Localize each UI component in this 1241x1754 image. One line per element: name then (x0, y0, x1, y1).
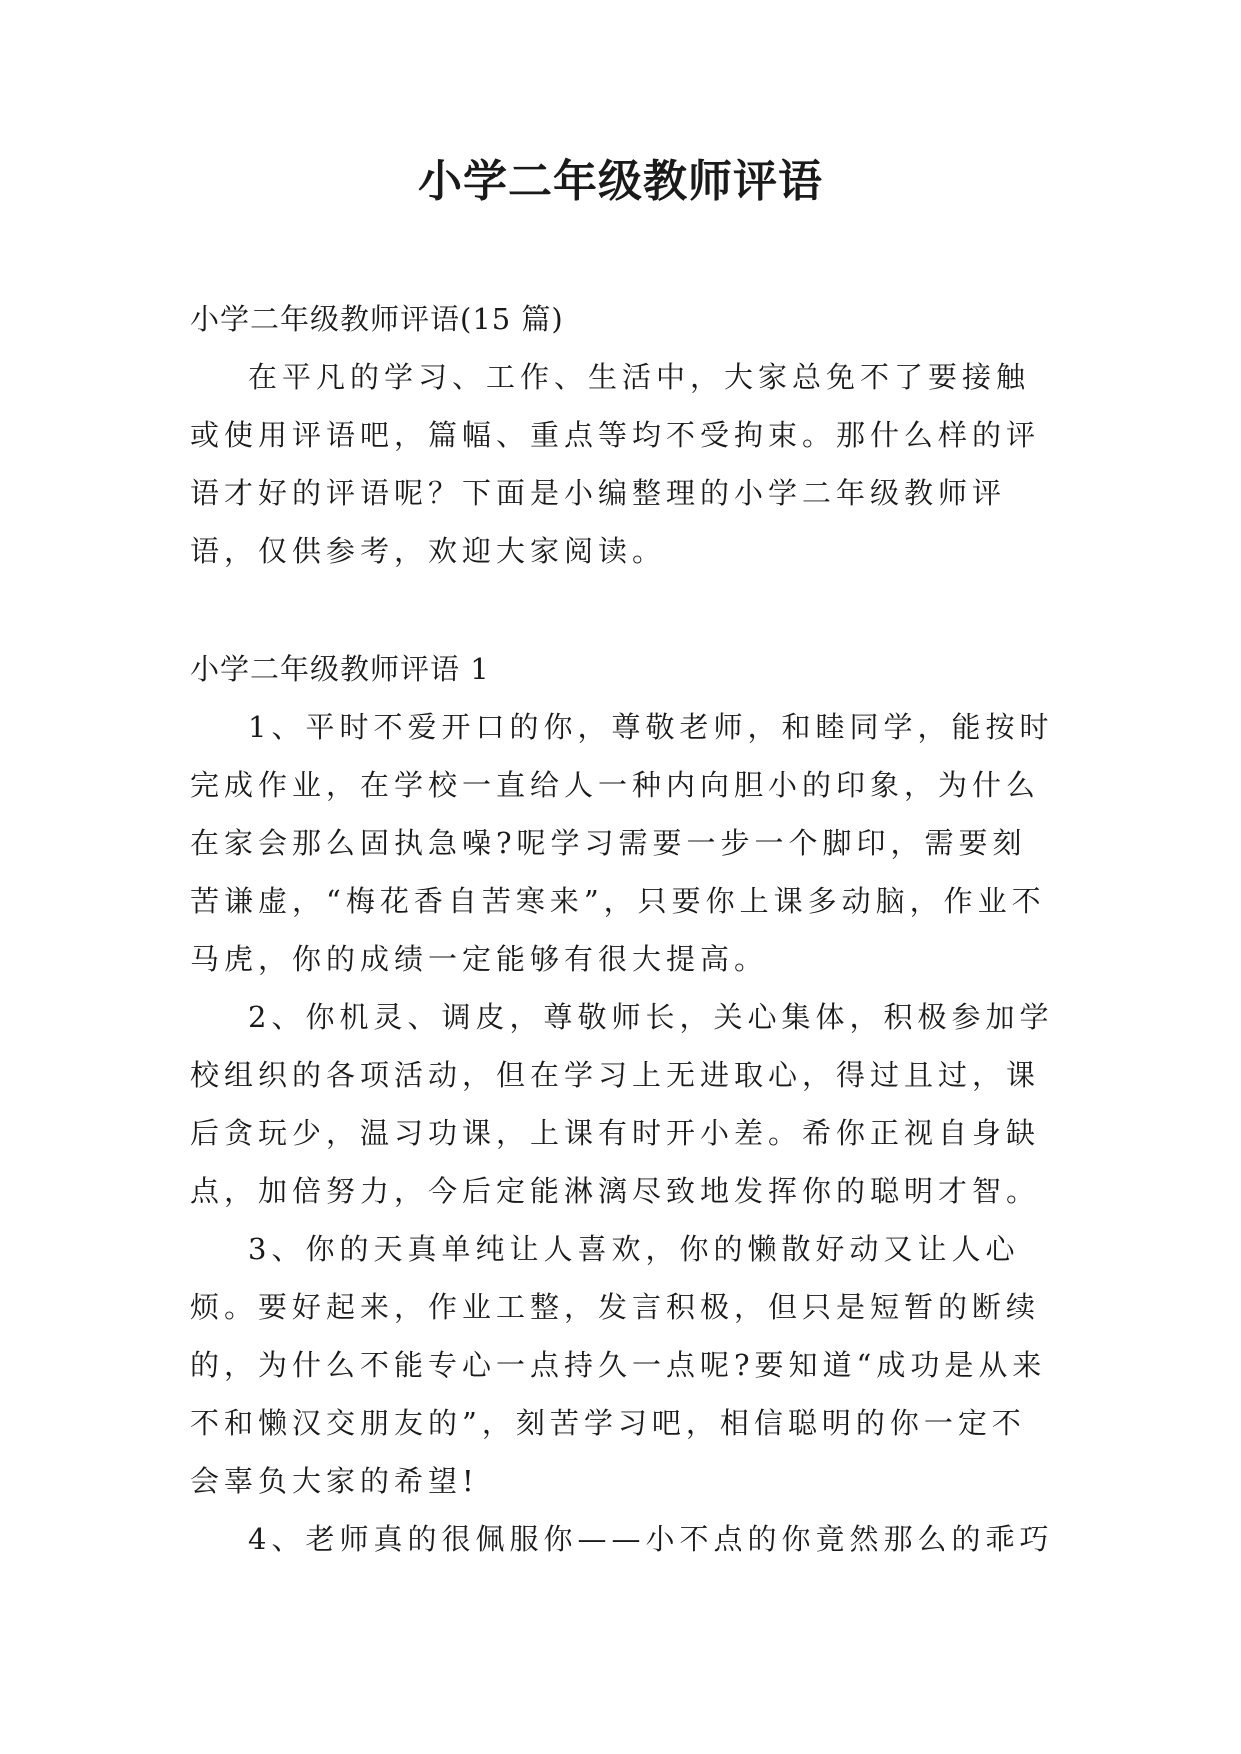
comment-paragraph-2: 2、你机灵、调皮，尊敬师长，关心集体，积极参加学校组织的各项活动，但在学习上无进取心，得过且过，课后贪玩少，温习功课，上课有时开小差。希你正视自身缺点，加倍努力，今后定能淋漓尽致地发挥你的聪明才智。 (190, 1000, 1054, 1208)
intro-paragraph: 在平凡的学习、工作、生活中，大家总免不了要接触或使用评语吧，篇幅、重点等均不受拘束。那什么样的评语才好的评语呢？下面是小编整理的小学二年级教师评语，仅供参考，欢迎大家阅读。 (190, 360, 1041, 568)
document-subtitle: 小学二年级教师评语(15 篇) (190, 302, 564, 336)
comment-paragraph-4: 4、老师真的很佩服你——小不点的你竟然那么的乖巧 (248, 1522, 1054, 1556)
comment-paragraph-3: 3、你的天真单纯让人喜欢，你的懒散好动又让人心烦。要好起来，作业工整，发言积极，但只是短暂的断续的，为什么不能专心一点持久一点呢?要知道“成功是从来不和懒汉交朋友的”，刻苦学习吧，相信聪明的你一定不会辜负大家的希望! (190, 1232, 1047, 1498)
section-heading: 小学二年级教师评语 1 (190, 652, 490, 686)
section-spacer (190, 580, 1054, 640)
comment-paragraph-1: 1、平时不爱开口的你，尊敬老师，和睦同学，能按时完成作业，在学校一直给人一种内向胆小的印象，为什么在家会那么固执急噪?呢学习需要一步一个脚印，需要刻苦谦虚，“梅花香自苦寒来”，只要你上课多动脑，作业不马虎，你的成绩一定能够有很大提高。 (190, 710, 1054, 976)
document-title: 小学二年级教师评语 (418, 156, 823, 207)
document-body (190, 290, 1054, 1568)
